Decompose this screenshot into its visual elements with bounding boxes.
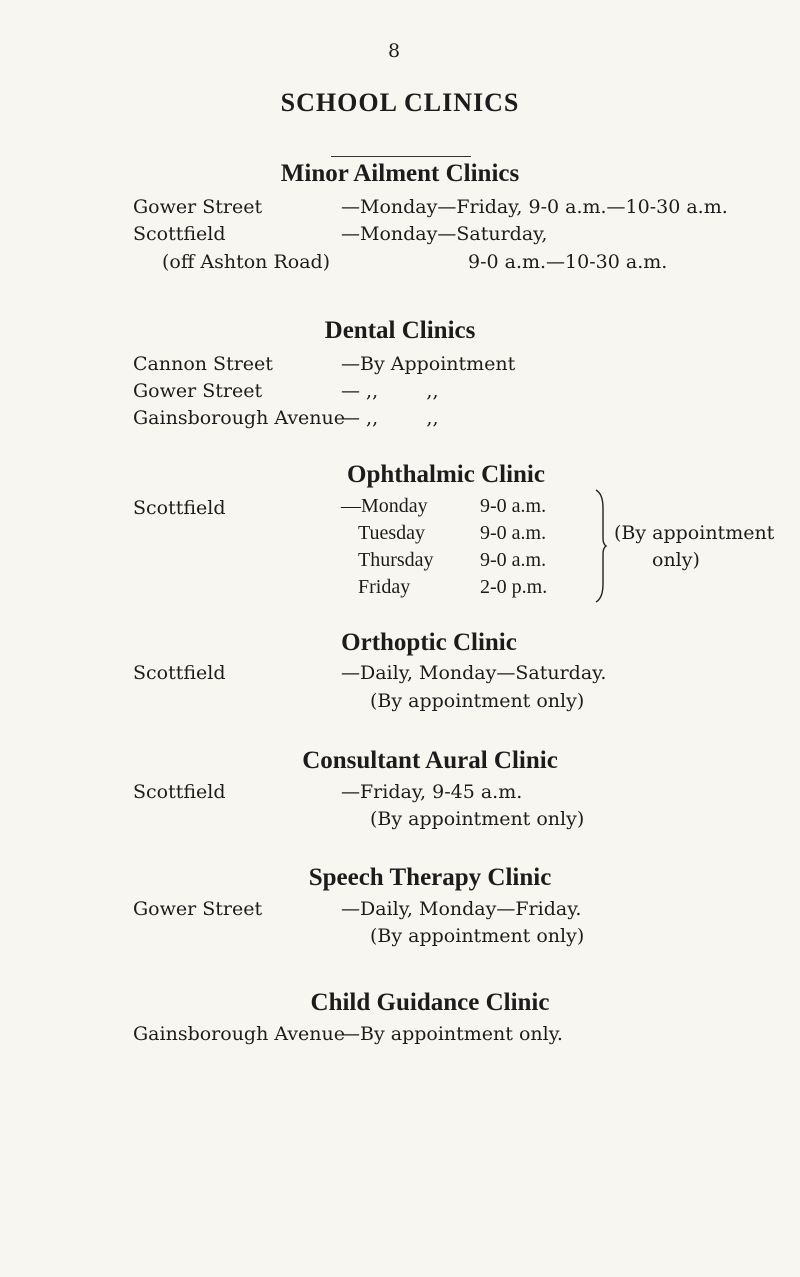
ophthalmic-day-thursday: Thursday	[358, 549, 434, 571]
minor-ailment-scottfield-days: —Monday—Saturday,	[341, 223, 548, 245]
orthoptic-detail: —Daily, Monday—Saturday.	[341, 662, 607, 684]
minor-ailment-gower-times: —Monday—Friday, 9-0 a.m.—10-30 a.m.	[341, 196, 728, 218]
page-number: 8	[388, 40, 401, 62]
ophthalmic-note-line2: only)	[652, 549, 700, 571]
dental-detail-cannon: —By Appointment	[341, 353, 516, 375]
ophthalmic-day-tuesday: Tuesday	[358, 522, 426, 544]
dental-detail-gainsborough: — ,, ,,	[341, 407, 439, 429]
orthoptic-heading: Orthoptic Clinic	[341, 629, 517, 656]
speech-location: Gower Street	[133, 898, 263, 920]
ophthalmic-note-line1: (By appointment	[614, 522, 775, 544]
ophthalmic-day-monday: —Monday	[341, 495, 428, 517]
ophthalmic-time-friday: 2-0 p.m.	[480, 576, 548, 598]
orthoptic-location: Scottfield	[133, 662, 226, 684]
dental-detail-gower: — ,, ,,	[341, 380, 439, 402]
ophthalmic-location: Scottfield	[133, 497, 226, 519]
dental-heading: Dental Clinics	[324, 317, 476, 344]
ophthalmic-time-tuesday: 9-0 a.m.	[480, 522, 547, 544]
aural-detail: —Friday, 9-45 a.m.	[341, 781, 523, 803]
ophthalmic-time-thursday: 9-0 a.m.	[480, 549, 547, 571]
child-guidance-location: Gainsborough Avenue	[133, 1023, 346, 1045]
dental-location-cannon: Cannon Street	[133, 353, 273, 375]
ophthalmic-time-monday: 9-0 a.m.	[480, 495, 547, 517]
speech-heading: Speech Therapy Clinic	[308, 864, 552, 891]
ophthalmic-heading: Ophthalmic Clinic	[347, 461, 545, 488]
dental-location-gower: Gower Street	[133, 380, 263, 402]
aural-heading: Consultant Aural Clinic	[302, 747, 558, 774]
minor-ailment-heading: Minor Ailment Clinics	[280, 160, 520, 187]
minor-ailment-location-gower: Gower Street	[133, 196, 263, 218]
minor-ailment-off-ashton: (off Ashton Road)	[162, 251, 331, 273]
dental-location-gainsborough: Gainsborough Avenue	[133, 407, 346, 429]
minor-ailment-location-scottfield: Scottfield	[133, 223, 226, 245]
page-title: SCHOOL CLINICS	[280, 88, 520, 117]
child-guidance-detail: —By appointment only.	[341, 1023, 563, 1045]
title-rule	[331, 156, 471, 157]
aural-note: (By appointment only)	[370, 808, 585, 830]
orthoptic-note: (By appointment only)	[370, 690, 585, 712]
aural-location: Scottfield	[133, 781, 226, 803]
speech-note: (By appointment only)	[370, 925, 585, 947]
minor-ailment-scottfield-times: 9-0 a.m.—10-30 a.m.	[468, 251, 668, 273]
child-guidance-heading: Child Guidance Clinic	[310, 989, 550, 1016]
ophthalmic-brace	[594, 488, 608, 604]
ophthalmic-day-friday: Friday	[358, 576, 411, 598]
speech-detail: —Daily, Monday—Friday.	[341, 898, 582, 920]
